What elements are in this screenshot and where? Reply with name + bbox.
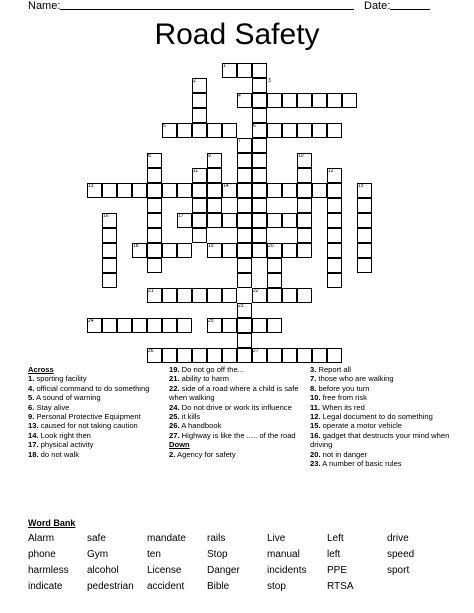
clue-number-label: 24.: [169, 402, 180, 412]
grid-cell[interactable]: [297, 288, 312, 303]
clue-number: 7: [238, 138, 241, 144]
grid-cell[interactable]: [252, 183, 267, 198]
grid-cell[interactable]: [147, 258, 162, 273]
clue-text: A number of basic rules: [320, 459, 402, 469]
clue-number: 21: [148, 288, 154, 294]
grid-cell[interactable]: [102, 273, 117, 288]
grid-cell[interactable]: [327, 273, 342, 288]
grid-cell[interactable]: [237, 318, 252, 333]
grid-cell[interactable]: [267, 318, 282, 333]
grid-cell[interactable]: [297, 93, 312, 108]
grid-cell[interactable]: [327, 228, 342, 243]
clue-number-label: 13.: [28, 421, 39, 431]
grid-cell[interactable]: [357, 198, 372, 213]
grid-cell[interactable]: [237, 243, 252, 258]
clue-text: Highway is like the ..... of the road: [179, 430, 296, 440]
clue-number-label: 19.: [169, 365, 180, 374]
clue-item: [310, 450, 450, 459]
clue-item: [28, 450, 163, 459]
clue-number-label: 1.: [28, 374, 35, 384]
grid-cell[interactable]: [252, 168, 267, 183]
clue-item: [310, 374, 450, 383]
grid-cell[interactable]: [162, 183, 177, 198]
grid-cell[interactable]: [267, 258, 282, 273]
clue-number-label: 27.: [169, 430, 180, 440]
clue-text: Stay alive: [34, 402, 70, 412]
clue-number: 9: [208, 153, 211, 159]
grid-cell[interactable]: [357, 243, 372, 258]
grid-cell[interactable]: [192, 183, 207, 198]
grid-cell[interactable]: [102, 258, 117, 273]
grid-cell[interactable]: [192, 213, 207, 228]
clue-number: 15: [358, 183, 364, 189]
clue-number-label: 9.: [28, 412, 35, 422]
word-bank-word: incidents: [267, 565, 307, 576]
clue-item: [310, 421, 450, 430]
grid-cell[interactable]: [297, 243, 312, 258]
clue-number: 13: [88, 183, 94, 189]
grid-cell[interactable]: [237, 228, 252, 243]
grid-cell[interactable]: [252, 78, 267, 93]
grid-cell[interactable]: [252, 243, 267, 258]
grid-cell[interactable]: [162, 348, 177, 363]
grid-cell[interactable]: [312, 123, 327, 138]
clue-item: [310, 365, 450, 374]
clue-number-label: 11.: [310, 402, 321, 412]
grid-cell[interactable]: [267, 93, 282, 108]
clue-number-label: 15.: [310, 421, 321, 431]
word-bank-word: Live: [267, 533, 286, 544]
grid-cell[interactable]: [117, 318, 132, 333]
clue-text: Personal Protective Equipment: [34, 412, 141, 422]
clue-item: [28, 421, 163, 430]
grid-cell[interactable]: [207, 213, 222, 228]
grid-cell[interactable]: [282, 348, 297, 363]
clue-number: 24: [88, 318, 94, 324]
grid-cell[interactable]: [282, 213, 297, 228]
grid-cell[interactable]: [177, 243, 192, 258]
grid-cell[interactable]: [102, 243, 117, 258]
grid-cell[interactable]: [252, 138, 267, 153]
grid-cell[interactable]: [297, 213, 312, 228]
grid-cell[interactable]: [312, 93, 327, 108]
clue-text: it kills: [179, 412, 201, 422]
grid-cell[interactable]: [327, 243, 342, 258]
clue-text: not in danger: [320, 449, 368, 459]
clue-number: 6: [253, 123, 256, 129]
grid-cell[interactable]: [252, 108, 267, 123]
clue-number-label: 20.: [310, 449, 321, 459]
clue-text: A handbook: [179, 421, 222, 431]
grid-cell[interactable]: [237, 213, 252, 228]
grid-cell[interactable]: [207, 348, 222, 363]
grid-cell[interactable]: [207, 198, 222, 213]
clue-number-label: 4.: [28, 383, 35, 393]
grid-cell[interactable]: [357, 228, 372, 243]
grid-cell[interactable]: [327, 348, 342, 363]
grid-cell[interactable]: [147, 198, 162, 213]
clue-number: 20: [268, 243, 274, 249]
grid-cell[interactable]: [252, 228, 267, 243]
clue-text: caused for not taking caution: [38, 421, 138, 431]
clue-text: Legal document to do something: [320, 412, 433, 422]
grid-cell[interactable]: [207, 183, 222, 198]
clue-item: [169, 403, 304, 412]
clue-number: 8: [148, 153, 151, 159]
word-bank-word: phone: [28, 549, 56, 560]
grid-cell[interactable]: [282, 123, 297, 138]
grid-cell[interactable]: [327, 183, 342, 198]
word-bank-word: manual: [267, 549, 300, 560]
grid-cell[interactable]: [222, 123, 237, 138]
word-bank-word: stop: [267, 581, 286, 592]
clue-number-label: 18.: [28, 449, 39, 459]
grid-cell[interactable]: [102, 318, 117, 333]
clue-text: side of a road where a child is safe when walking: [169, 383, 299, 403]
word-bank-word: Danger: [207, 565, 240, 576]
grid-cell[interactable]: [252, 93, 267, 108]
grid-cell[interactable]: [207, 168, 222, 183]
grid-cell[interactable]: [267, 288, 282, 303]
clue-number-label: 3.: [310, 365, 317, 374]
word-bank-title: Word Bank: [28, 518, 76, 528]
grid-cell[interactable]: [267, 348, 282, 363]
grid-cell[interactable]: [252, 198, 267, 213]
clue-number-label: 7.: [310, 374, 317, 384]
clue-number: 14: [223, 183, 229, 189]
grid-cell[interactable]: [207, 123, 222, 138]
word-bank-word: accident: [147, 581, 185, 592]
clue-text: do not walk: [38, 449, 80, 459]
grid-cell[interactable]: [252, 213, 267, 228]
word-bank-word: left: [327, 549, 341, 560]
page-title: Road Safety: [154, 18, 320, 51]
grid-cell[interactable]: [267, 213, 282, 228]
clue-number: 11: [193, 168, 199, 174]
grid-cell[interactable]: [282, 243, 297, 258]
clue-item: [169, 412, 304, 421]
grid-cell[interactable]: [222, 348, 237, 363]
grid-cell[interactable]: [147, 318, 162, 333]
clue-number: 1: [223, 63, 226, 69]
grid-cell[interactable]: [237, 63, 252, 78]
grid-cell[interactable]: [252, 318, 267, 333]
grid-cell[interactable]: [237, 198, 252, 213]
grid-cell[interactable]: [327, 198, 342, 213]
word-bank-word: RTSA: [327, 581, 354, 592]
grid-cell[interactable]: [192, 288, 207, 303]
clue-number: 16: [103, 213, 109, 219]
clue-item: [169, 365, 304, 374]
clue-text: official command to do something: [34, 383, 150, 393]
grid-cell[interactable]: [222, 213, 237, 228]
grid-cell[interactable]: [102, 228, 117, 243]
word-bank-word: sport: [387, 565, 410, 576]
clue-text: When its red: [320, 402, 365, 412]
grid-cell[interactable]: [147, 168, 162, 183]
clue-number: 3: [268, 78, 271, 84]
clue-item: [169, 450, 304, 459]
clue-item: [310, 384, 450, 393]
grid-cell[interactable]: [327, 93, 342, 108]
clue-item: [28, 440, 163, 449]
clue-number: 26: [148, 348, 154, 354]
clue-text: gadget that destructs your mind when driving: [310, 430, 450, 450]
grid-cell[interactable]: [297, 123, 312, 138]
name-label: Name:: [28, 0, 61, 12]
word-bank-word: rails: [207, 533, 226, 544]
clue-item: [310, 459, 450, 468]
clue-text: Agency for safety: [175, 449, 236, 459]
clue-item: [169, 374, 304, 383]
clue-number: 10: [298, 153, 304, 159]
grid-cell[interactable]: [237, 273, 252, 288]
clue-text: physical activity: [38, 440, 94, 450]
clue-text: Do not go off the...: [179, 365, 245, 374]
grid-cell[interactable]: [237, 333, 252, 348]
grid-cell[interactable]: [147, 183, 162, 198]
word-bank-word: safe: [87, 533, 106, 544]
grid-cell[interactable]: [252, 153, 267, 168]
word-bank-word: pedestrian: [87, 581, 134, 592]
grid-cell[interactable]: [237, 183, 252, 198]
clue-number: 5: [163, 123, 166, 129]
grid-cell[interactable]: [162, 243, 177, 258]
grid-cell[interactable]: [327, 123, 342, 138]
grid-cell[interactable]: [192, 198, 207, 213]
clue-text: Do not drive or work its influence: [179, 402, 292, 412]
grid-cell[interactable]: [237, 153, 252, 168]
word-bank-word: speed: [387, 549, 415, 560]
word-bank-word: Gym: [87, 549, 109, 560]
grid-cell[interactable]: [192, 228, 207, 243]
clue-number: 18: [133, 243, 139, 249]
grid-cell[interactable]: [147, 243, 162, 258]
grid-cell[interactable]: [282, 183, 297, 198]
grid-cell[interactable]: [222, 318, 237, 333]
grid-cell[interactable]: [177, 318, 192, 333]
grid-cell[interactable]: [312, 348, 327, 363]
grid-cell[interactable]: [162, 318, 177, 333]
clue-number: 4: [238, 93, 241, 99]
grid-cell[interactable]: [162, 288, 177, 303]
clue-item: [28, 431, 163, 440]
clue-text: those who are walking: [316, 374, 394, 384]
grid-cell[interactable]: [357, 213, 372, 228]
clue-number-label: 26.: [169, 421, 180, 431]
clue-number: 17: [178, 213, 184, 219]
grid-cell[interactable]: [237, 258, 252, 273]
word-bank-word: drive: [387, 533, 409, 544]
clue-number-label: 17.: [28, 440, 39, 450]
clue-number-label: 14.: [28, 430, 39, 440]
clue-number: 12: [328, 168, 334, 174]
clues-col2: [169, 365, 304, 459]
clue-text: operate a motor vehicle: [320, 421, 403, 431]
clue-number-label: 25.: [169, 412, 180, 422]
clue-number: 23: [238, 303, 244, 309]
clue-number-label: 5.: [28, 393, 35, 403]
clue-text: Look right then: [38, 430, 91, 440]
clue-number: 19: [208, 243, 214, 249]
grid-cell[interactable]: [267, 123, 282, 138]
grid-cell[interactable]: [357, 258, 372, 273]
down-heading: Down: [169, 440, 190, 450]
grid-cell[interactable]: [222, 243, 237, 258]
word-bank-word: PPE: [327, 565, 348, 576]
word-bank-word: mandate: [147, 533, 186, 544]
grid-cell[interactable]: [132, 183, 147, 198]
grid-cell[interactable]: [132, 318, 147, 333]
clue-text: A sound of warning: [34, 393, 101, 403]
clue-item: [28, 374, 163, 383]
clue-item: [310, 403, 450, 412]
grid-cell[interactable]: [192, 123, 207, 138]
clue-number-label: 23.: [310, 459, 321, 469]
grid-cell[interactable]: [297, 168, 312, 183]
grid-cell[interactable]: [297, 183, 312, 198]
grid-cell[interactable]: [102, 183, 117, 198]
clue-number: 2: [193, 78, 196, 84]
grid-cell[interactable]: [237, 348, 252, 363]
word-bank-word: Bible: [207, 581, 230, 592]
grid-cell[interactable]: [297, 228, 312, 243]
grid-cell[interactable]: [147, 213, 162, 228]
clue-number-label: 8.: [310, 383, 317, 393]
word-bank-word: License: [147, 565, 182, 576]
word-bank-word: indicate: [28, 581, 63, 592]
clue-number-label: 16.: [310, 430, 321, 440]
grid-cell[interactable]: [147, 228, 162, 243]
grid-cell[interactable]: [192, 348, 207, 363]
grid-cell[interactable]: [222, 288, 237, 303]
clue-item: [310, 431, 450, 450]
clue-number-label: 22.: [169, 383, 180, 393]
word-bank-word: Left: [327, 533, 344, 544]
grid-cell[interactable]: [177, 123, 192, 138]
clue-item: [28, 393, 163, 402]
grid-cell[interactable]: [192, 93, 207, 108]
grid-cell[interactable]: [297, 348, 312, 363]
word-bank-word: ten: [147, 549, 161, 560]
clue-number: 25: [208, 318, 214, 324]
across-heading: Across: [28, 365, 54, 374]
grid-cell[interactable]: [237, 168, 252, 183]
grid-cell[interactable]: [177, 288, 192, 303]
clue-item: [310, 412, 450, 421]
word-bank-word: harmless: [28, 565, 69, 576]
clue-text: sporting facility: [34, 374, 87, 384]
clue-item: [310, 393, 450, 402]
grid-cell[interactable]: [177, 183, 192, 198]
clue-text: ability to harm: [179, 374, 229, 384]
grid-cell[interactable]: [282, 288, 297, 303]
clue-number-label: 6.: [28, 402, 35, 412]
grid-cell[interactable]: [117, 183, 132, 198]
word-bank-word: alcohol: [87, 565, 119, 576]
grid-cell[interactable]: [327, 213, 342, 228]
grid-cell[interactable]: [342, 93, 357, 108]
grid-cell[interactable]: [252, 63, 267, 78]
clue-item: [169, 431, 304, 440]
grid-cell[interactable]: [267, 183, 282, 198]
clue-number-label: 10.: [310, 393, 321, 403]
grid-cell[interactable]: [192, 108, 207, 123]
clue-item: [28, 403, 163, 412]
date-label: Date:: [364, 0, 391, 12]
grid-cell[interactable]: [327, 258, 342, 273]
clue-number-label: 21.: [169, 374, 180, 384]
grid-cell[interactable]: [282, 93, 297, 108]
clue-number-label: 12.: [310, 412, 321, 422]
grid-cell[interactable]: [312, 183, 327, 198]
clue-text: Report all: [316, 365, 351, 374]
across-clues-col1: [28, 365, 163, 459]
clue-item: [28, 384, 163, 393]
down-clues-col3: [310, 365, 450, 468]
word-bank-word: Stop: [207, 549, 228, 560]
clue-number: 27: [253, 348, 259, 354]
clue-item: [169, 421, 304, 430]
grid-cell[interactable]: [297, 198, 312, 213]
clue-item: [169, 384, 304, 403]
clue-item: [28, 412, 163, 421]
grid-cell[interactable]: [207, 288, 222, 303]
word-bank-word: Alarm: [28, 533, 55, 544]
clue-text: before you turn: [316, 383, 370, 393]
clue-text: free from risk: [320, 393, 367, 403]
grid-cell[interactable]: [267, 273, 282, 288]
clue-number: 22: [253, 288, 259, 294]
grid-cell[interactable]: [177, 348, 192, 363]
clue-number-label: 2.: [169, 449, 176, 459]
